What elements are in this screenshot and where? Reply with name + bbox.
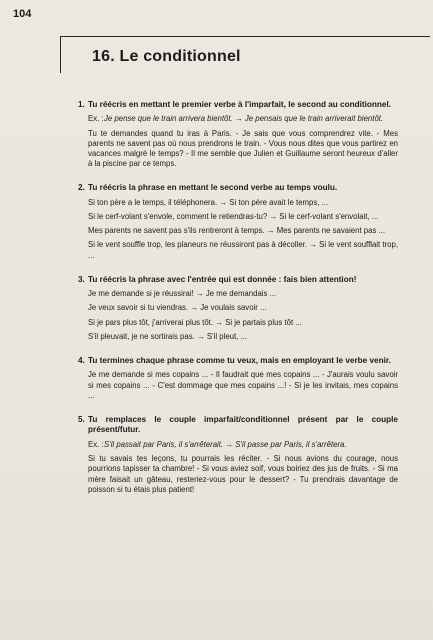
example-text: Je pense que le train arrivera bientôt. → Je pensais que le train arriverait bientôt. <box>104 114 384 124</box>
exercise-2 <box>78 183 398 260</box>
example-label: Ex. : <box>88 114 104 124</box>
exercise-number: 4. <box>78 356 85 366</box>
exercise-line: Mes parents ne savent pas s'ils rentreront à temps. → Mes parents ne savaient pas ... <box>88 226 386 236</box>
exercise-4 <box>78 356 398 401</box>
exercise-3 <box>78 275 398 342</box>
exercise-heading <box>78 415 398 436</box>
exercise-line: Si je pars plus tôt, j'arriverai plus tôt. → Si je partais plus tôt ... <box>88 317 302 327</box>
exercise-heading <box>78 100 398 110</box>
exercise-instruction: Tu termines chaque phrase comme tu veux, mais en employant le verbe venir. <box>88 356 391 366</box>
exercise-body <box>88 440 398 495</box>
exercise-line: S'il pleuvait, je ne sortirais pas. → S'il pleut, ... <box>88 331 247 341</box>
exercise-line: Je veux savoir si tu viendras. → Je voulais savoir ... <box>88 303 267 313</box>
exercise-heading <box>78 275 398 285</box>
exercise-body <box>88 289 398 342</box>
exercise-instruction: Tu réécris en mettant le premier verbe à l'imparfait, le second au conditionnel. <box>88 100 392 109</box>
exercise-list <box>78 100 398 509</box>
exercise-instruction: Tu réécris la phrase avec l'entrée qui est donnée : fais bien attention! <box>88 274 357 284</box>
exercise-body <box>88 370 398 401</box>
exercise-number: 1. <box>78 100 85 109</box>
exercise-body <box>88 198 398 261</box>
example-label: Ex. : <box>88 439 104 449</box>
exercise-heading <box>78 183 398 193</box>
example <box>88 440 398 450</box>
exercise-paragraph: Je me demande si mes copains ... - Il faudrait que mes copains ... - J'aurais voulu savoir si mes copains ... - C'est dommage que mes copains ...! - Si je les invitais, mes copains ... <box>88 370 398 400</box>
exercise-body <box>88 114 398 169</box>
page-number: 104 <box>13 8 32 20</box>
exercise-paragraph: Si tu savais tes leçons, tu pourrais les réciter. - Si nous avions du courage, nous pourrions tapisser ta chambre! - Si vous aviez soif, vous boiriez des jus de fruits. - Si ma mère faisait un gâteau, resteriez-vous pour le dessert? - Tu prendrais davantage de poisson si tu étais plus patient! <box>88 454 398 494</box>
exercise-5 <box>78 415 398 495</box>
exercise-1 <box>78 100 398 169</box>
exercise-number: 3. <box>78 274 85 284</box>
exercise-number: 2. <box>78 183 85 193</box>
exercise-line: Si ton père a le temps, il téléphonera. → Si ton père avait le temps, ... <box>88 197 329 207</box>
chapter-title: 16. Le conditionnel <box>92 48 241 65</box>
exercise-paragraph: Tu te demandes quand tu iras à Paris. - Je sais que vous comprendrez vite. - Mes parents ne savent pas où nous prendrons le train. - Vous nous dites que vous partirez en vacances malgré le temps? - Il me semble que Julien et Guillaume seront heureux d'aller à la piscine par ce temps. <box>88 128 398 169</box>
exercise-number: 5. <box>78 415 85 425</box>
exercise-instruction: Tu remplaces le couple imparfait/conditionnel présent par le couple présent/futur. <box>88 415 398 435</box>
exercise-heading <box>78 356 398 366</box>
exercise-line: Si le cerf-volant s'envole, comment le retiendras-tu? → Si le cerf-volant s'envolait, ... <box>88 212 379 222</box>
exercise-instruction: Tu réécris la phrase en mettant le second verbe au temps voulu. <box>88 183 338 193</box>
exercise-line: Si le vent souffle trop, les planeurs ne réussiront pas à décoller. → Si le vent soufflait trop, ... <box>88 240 398 260</box>
example-text: S'il passait par Paris, il s'arrêterait. → S'il passe par Paris, il s'arrêtera. <box>104 439 347 449</box>
example <box>88 114 398 124</box>
exercise-line: Je me demande si je réussirai! → Je me demandais ... <box>88 289 277 299</box>
